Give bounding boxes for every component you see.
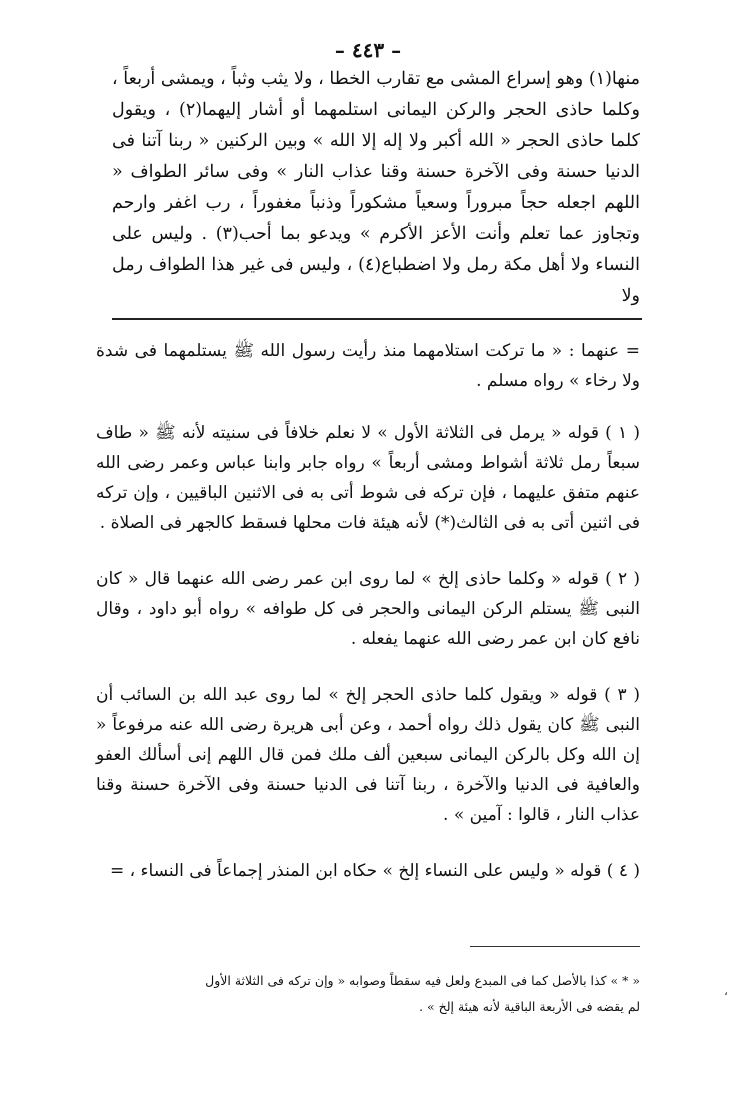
page-number: – ٤٤٣ –	[334, 38, 402, 62]
commentary-note-4: ( ٤ ) قوله « وليس على النساء إلخ » حكاه ابن المنذر إجماعاً فى النساء ، =	[109, 861, 640, 881]
footnote-line-2: لم يقضه فى الأربعة الباقية لأنه هيئة إلخ » .	[419, 999, 640, 1014]
footnote-rule	[470, 946, 640, 947]
commentary-note-2: ( ٢ ) قوله « وكلما حاذى إلخ » لما روى ابن عمر رضى الله عنهما قال « كان النبى ﷺ يستلم الركن اليمانى والحجر فى كل طوافه » رواه أبو داود ، وقال نافع كان ابن عمر رضى الله عنهما يفعله .	[96, 569, 640, 649]
separator-rule	[112, 318, 642, 320]
margin-mark: ،	[724, 984, 728, 998]
commentary-note-3: ( ٣ ) قوله « ويقول كلما حاذى الحجر إلخ » لما روى عبد الله بن السائب أن النبى ﷺ كان يقول ذلك رواه أحمد ، وعن أبى هريرة رضى الله عنه مرفوعاً « إن الله وكل بالركن اليمانى سبعين ألف ملك فمن قال اللهم إنى أسألك العفو والعافية فى الدنيا والآخرة ، ربنا آتنا فى الدنيا حسنة وفى الآخرة حسنة وقنا عذاب النار ، قالوا : آمين » .	[96, 685, 640, 825]
commentary-note-1: ( ١ ) قوله « يرمل فى الثلاثة الأول » لا نعلم خلافاً فى سنيته لأنه ﷺ « طاف سبعاً رمل ثلاثة أشواط ومشى أربعاً » رواه جابر وابنا عباس وعمر رضى الله عنهم متفق عليهما ، فإن تركه فى شوط أتى به فى الاثنين الباقيين ، وإن تركه فى اثنين أتى به فى الثالث(*) لأنه هيئة فات محلها فسقط كالجهر فى الصلاة .	[96, 423, 640, 533]
footnote-line-1: « * » كذا بالأصل كما فى المبدع ولعل فيه سقطاً وصوابه « وإن تركه فى الثلاثة الأول	[205, 973, 640, 988]
commentary-continuation: = عنهما : « ما تركت استلامهما منذ رأيت رسول الله ﷺ يستلمهما فى شدة ولا رخاء » رواه مسلم .	[96, 341, 640, 391]
main-paragraph: منها(١) وهو إسراع المشى مع تقارب الخطا ، ولا يثب وثباً ، ويمشى أربعاً ، وكلما حاذى الحجر والركن اليمانى استلمهما أو أشار إليهما(٢) ، ويقول كلما حاذى الحجر « الله أكبر ولا إله إلا الله » وبين الركنين « ربنا آتنا فى الدنيا حسنة وفى الآخرة حسنة وقنا عذاب النار » وفى سائر الطواف « اللهم اجعله حجاً مبروراً وسعياً مشكوراً وذنباً مغفوراً ، رب اغفر وارحم وتجاوز عما تعلم وأنت الأعز الأكرم » ويدعو بما أحب(٣) . وليس على النساء ولا أهل مكة رمل ولا اضطباع(٤) ، وليس فى غير هذا الطواف رمل ولا	[112, 69, 640, 306]
commentary-block	[96, 336, 640, 912]
main-text-block	[112, 64, 640, 312]
footnote-block	[120, 968, 640, 1020]
